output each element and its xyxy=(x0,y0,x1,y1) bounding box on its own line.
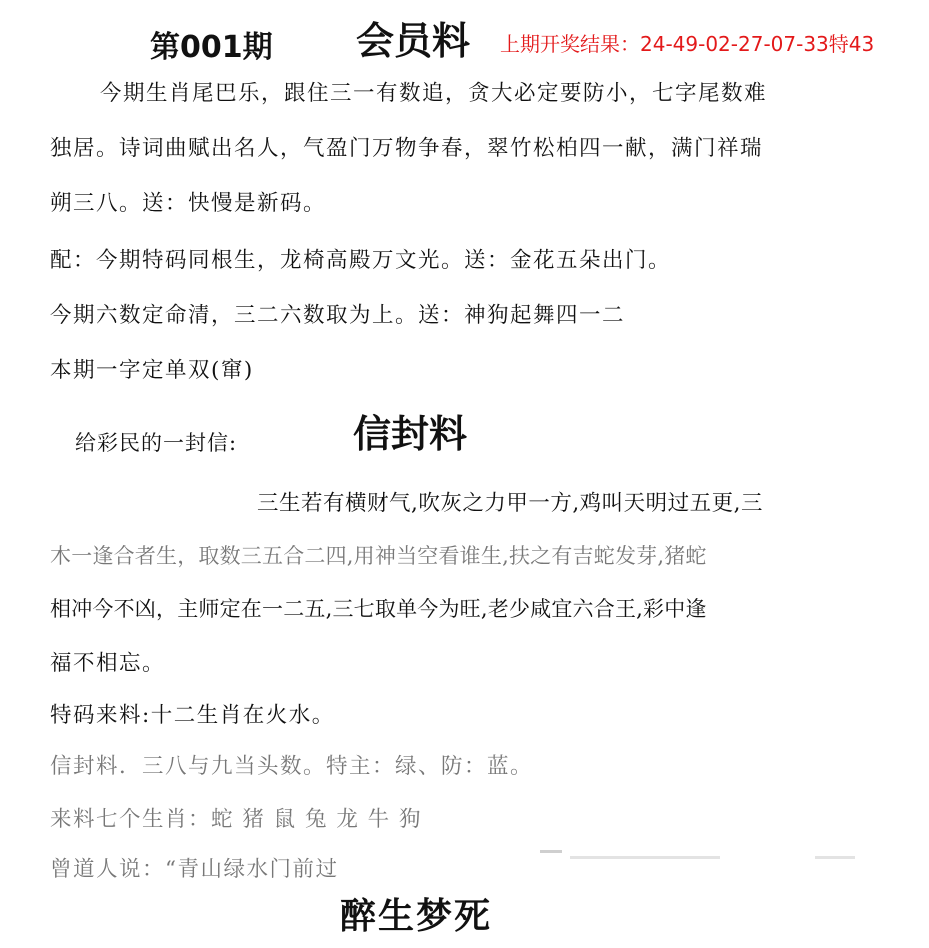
issue-number: 第001期 xyxy=(150,30,273,65)
member-text-line: 独居。诗词曲赋出名人，气盈门万物争春，翠竹松柏四一献，满门祥瑞 xyxy=(50,136,764,161)
scan-speck xyxy=(540,850,562,853)
scan-speck xyxy=(815,856,855,859)
member-text-line: 今期六数定命清，三二六数取为上。送：神狗起舞四一二 xyxy=(50,303,626,328)
scan-speck xyxy=(570,856,720,859)
letter-text-line: 特码来料:十二生肖在火水。 xyxy=(50,703,335,728)
member-section-title: 会员料 xyxy=(356,18,471,63)
letter-text-line: 曾道人说：“青山绿水门前过 xyxy=(50,857,339,882)
member-text-line: 今期生肖尾巴乐，跟住三一有数追，贪大必定要防小，七字尾数难 xyxy=(100,81,768,106)
letter-text-line: 三生若有横财气,吹灰之力甲一方,鸡叫天明过五更,三 xyxy=(257,491,764,516)
letter-section-title: 信封料 xyxy=(353,411,468,456)
member-text-line: 朔三八。送：快慢是新码。 xyxy=(50,191,327,216)
member-text-line: 本期一字定单双(窜) xyxy=(50,358,254,383)
member-text-line: 配：今期特码同根生，龙椅高殿万文光。送：金花五朵出门。 xyxy=(50,248,672,273)
letter-text-line: 信封料．三八与九当头数。特主：绿、防：蓝。 xyxy=(50,754,534,779)
letter-text-line: 木一逢合者生，取数三五合二四,用神当空看谁生,扶之有吉蛇发芽,猪蛇 xyxy=(50,544,707,568)
bottom-title: 醉生梦死 xyxy=(340,895,493,937)
letter-label: 给彩民的一封信: xyxy=(75,431,238,455)
previous-draw-result: 上期开奖结果：24-49-02-27-07-33特43 xyxy=(500,32,875,56)
letter-text-line: 相冲今不凶，主师定在一二五,三七取单今为旺,老少咸宜六合王,彩中逢 xyxy=(50,597,707,621)
letter-text-line: 福不相忘。 xyxy=(50,651,166,676)
letter-text-line: 来料七个生肖：蛇 猪 鼠 兔 龙 牛 狗 xyxy=(50,807,423,832)
